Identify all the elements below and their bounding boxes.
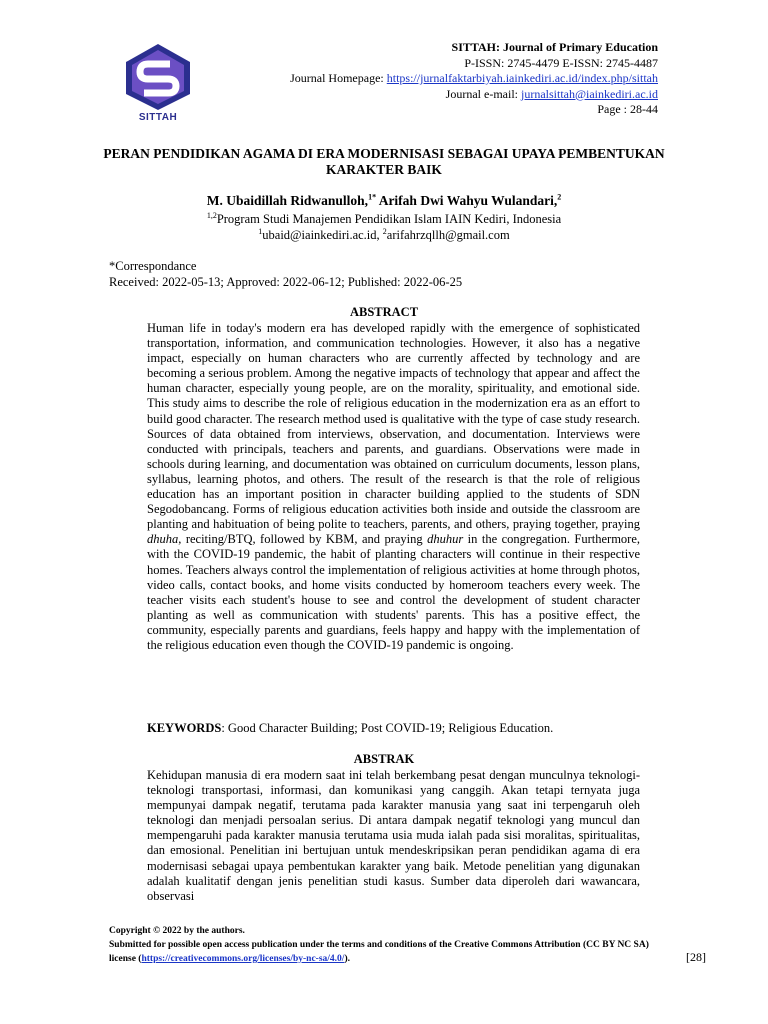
logo-text: SITTAH bbox=[138, 112, 178, 123]
abstract-italic-dhuha: dhuha bbox=[147, 532, 179, 547]
author-2: Arifah Dwi Wahyu Wulandari, bbox=[376, 193, 558, 208]
affiliation-block bbox=[100, 211, 668, 243]
author-1-sup: 1* bbox=[368, 192, 377, 202]
page-number: [28] bbox=[686, 950, 706, 964]
correspondance-label: *Correspondance bbox=[109, 259, 197, 273]
homepage-line bbox=[290, 71, 658, 87]
journal-title: SITTAH: Journal of Primary Education bbox=[451, 40, 658, 54]
abstract-italic-dhuhur: dhuhur bbox=[427, 532, 464, 547]
affiliation-sup: 1,2 bbox=[206, 210, 217, 220]
author-2-sup: 2 bbox=[557, 192, 562, 202]
license-link[interactable]: https://creativecommons.org/licenses/by-nc-sa/4.0/ bbox=[141, 954, 345, 964]
keywords-label: KEYWORDS bbox=[147, 721, 222, 735]
abstrak-text: Kehidupan manusia di era modern saat ini telah berkembang pesat dengan munculnya teknologi-teknologi transportasi, informasi, dan komunikasi yang canggih. Akan tetapi ternyata juga mempunyai dampak negatif, terutama pada karakter manusia yang saat ini terpengaruh oleh teknologi dan menjadi persoalan serius. Di antara dampak negatif teknologi yang muncul dan mempengaruhi pada karakter manusia terutama usia muda ialah pada sisi moralitas, spiritualitas, dan emosional. Penelitian ini bertujuan untuk mendeskripsikan peran pendidikan agama di era modernisasi sebagai upaya pembentukan karakter yang baik. Metode penelitian yang digunakan adalah kualitatif dengan jenis penelitian studi kasus. Sumber data diperoleh dari wawancara, observasi bbox=[147, 768, 640, 903]
affiliation-text: Program Studi Manajemen Pendidikan Islam IAIN Kediri, Indonesia bbox=[216, 212, 562, 226]
page-range: Page : 28-44 bbox=[597, 102, 658, 116]
author-1: M. Ubaidillah Ridwanulloh, bbox=[206, 193, 369, 208]
issn: P-ISSN: 2745-4479 E-ISSN: 2745-4487 bbox=[464, 55, 658, 70]
homepage-link[interactable]: https://jurnalfaktarbiyah.iainkediri.ac.id/index.php/sittah bbox=[386, 71, 658, 85]
keywords-text: : Good Character Building; Post COVID-19; Religious Education. bbox=[221, 721, 554, 735]
sittah-logo-icon bbox=[120, 42, 196, 112]
email-label: Journal e-mail: bbox=[445, 86, 521, 101]
publication-dates: Received: 2022-05-13; Approved: 2022-06-12; Published: 2022-06-25 bbox=[109, 275, 463, 289]
abstract-heading: ABSTRACT bbox=[349, 305, 419, 319]
email-2: arifahrzqllh@gmail.com bbox=[386, 228, 510, 242]
abstract-text-b: , reciting/BTQ, followed by KBM, and praying bbox=[178, 532, 428, 547]
abstract-text-c: in the congregation. Furthermore, with the COVID-19 pandemic, the habit of planting characters will continue in their respective homes. Teachers always control the implementation of religious activities at home through photos, video calls, contact books, and home visits conducted by homeroom teachers every week. The teacher visits each student's house to see and control the development of student character planting as well as communication with students' parents. This has a positive effect, the community, especially parents and guardians, feels happy and happy with the implementation of the religious education even though the COVID-19 pandemic is ongoing. bbox=[147, 532, 641, 652]
email-2-sup: 2 bbox=[382, 226, 387, 236]
license-text-a: Submitted for possible open access publication under the terms and conditions of the Creative Commons Attribution (CC BY NC SA) license ( bbox=[109, 940, 649, 964]
email-link[interactable]: jurnalsittah@iainkediri.ac.id bbox=[520, 86, 658, 101]
journal-header bbox=[290, 40, 658, 118]
abstract-text-a: Human life in today's modern era has developed rapidly with the emergence of sophisticated transportation, information, and communication technologies. However, it also has a negative impact, especially on human characters who are currently affected by technology and are becoming a serious problem. Among the negative impacts of technology that appear and affect the human character, especially young people, are on the morality, spirituality, and emotional side. This study aims to describe the role of religious education in the modernization era as an effort to build good character. The research method used is qualitative with the type of case study research. Sources of data obtained from interviews, observation, and documentation. Interviews were conducted with principals, teachers and parents, and guardians. Observations were made in schools during learning, and documentation was obtained on curriculum documents, lesson plans, syllabus, learning photos, and others. The result of the research is that the role of religious education has an important position in character building applied to the students of SDN Segodobancang. Forms of religious education activities both inside and outside the classroom are planting and habituation of being polite to teachers, parents, and others, praying together, praying bbox=[147, 321, 640, 532]
keywords bbox=[147, 721, 553, 736]
affiliation bbox=[100, 211, 668, 227]
author-emails bbox=[100, 227, 668, 243]
footer bbox=[109, 924, 669, 966]
license-text-b: ). bbox=[344, 954, 350, 964]
correspondence-block bbox=[109, 258, 462, 290]
email-1: ubaid@iainkediri.ac.id, bbox=[262, 228, 383, 242]
journal-logo bbox=[120, 42, 196, 126]
abstrak-heading: ABSTRAK bbox=[353, 752, 415, 766]
license-line bbox=[109, 938, 669, 966]
abstract-text bbox=[147, 321, 640, 653]
email-line bbox=[290, 87, 658, 103]
authors bbox=[100, 193, 668, 209]
homepage-label: Journal Homepage: bbox=[290, 71, 387, 85]
email-1-sup: 1 bbox=[258, 226, 263, 236]
article-title: PERAN PENDIDIKAN AGAMA DI ERA MODERNISASI SEBAGAI UPAYA PEMBENTUKAN KARAKTER BAIK bbox=[103, 146, 665, 177]
copyright: Copyright © 2022 by the authors. bbox=[109, 926, 245, 936]
